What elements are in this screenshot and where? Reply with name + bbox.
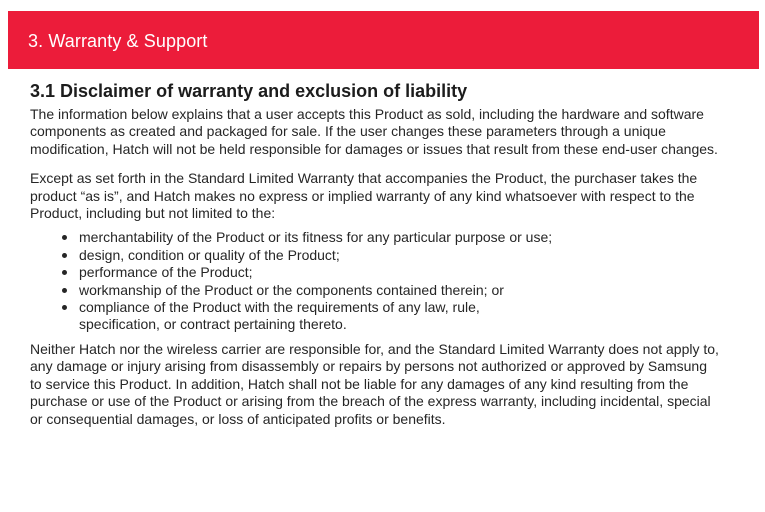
warranty-exclusions-list	[30, 229, 720, 333]
bullet-icon	[62, 270, 67, 275]
list-item-text: workmanship of the Product or the components contained therein; or	[79, 281, 504, 298]
bullet-icon	[62, 235, 67, 240]
list-item-text: merchantability of the Product or its fitness for any particular purpose or use;	[79, 229, 553, 246]
list-item	[30, 299, 519, 334]
section-title: 3. Warranty & Support	[28, 31, 208, 51]
bullet-icon	[62, 288, 67, 293]
paragraph-liability: Neither Hatch nor the wireless carrier are responsible for, and the Standard Limited Warranty does not apply to, any damage or injury arising from disassembly or repairs by persons not authorized or approved by Samsung to service this Product. In addition, Hatch shall not be liable for any damages of any kind resulting from the purchase or use of the Product or arising from the breach of the express warranty, including incidental, special or consequential damages, or loss of anticipated profits or benefits.	[30, 340, 719, 427]
list-item	[30, 247, 720, 264]
paragraph-as-is: Except as set forth in the Standard Limited Warranty that accompanies the Product, the purchaser takes the product “as is”, and Hatch makes no express or implied warranty of any kind whatsoever with respect to the Product, including but not limited to the:	[30, 170, 698, 222]
list-item	[30, 229, 720, 246]
bullet-icon	[62, 253, 67, 258]
document-content	[30, 80, 720, 428]
paragraph-intro: The information below explains that a user accepts this Product as sold, including the hardware and software components as created and packaged for sale. If the user changes these parameters through a unique modification, Hatch will not be held responsible for damages or issues that result from these end-user changes.	[30, 106, 718, 157]
list-item	[30, 264, 720, 281]
list-item-text: compliance of the Product with the requirements of any law, rule, specification, or contract pertaining thereto.	[79, 299, 480, 333]
list-item-text: performance of the Product;	[79, 264, 253, 281]
section-banner	[8, 11, 759, 69]
list-item	[30, 282, 720, 299]
list-item-text: design, condition or quality of the Product;	[79, 246, 340, 263]
subsection-title: 3.1 Disclaimer of warranty and exclusion of liability	[30, 81, 468, 101]
bullet-icon	[62, 305, 67, 310]
